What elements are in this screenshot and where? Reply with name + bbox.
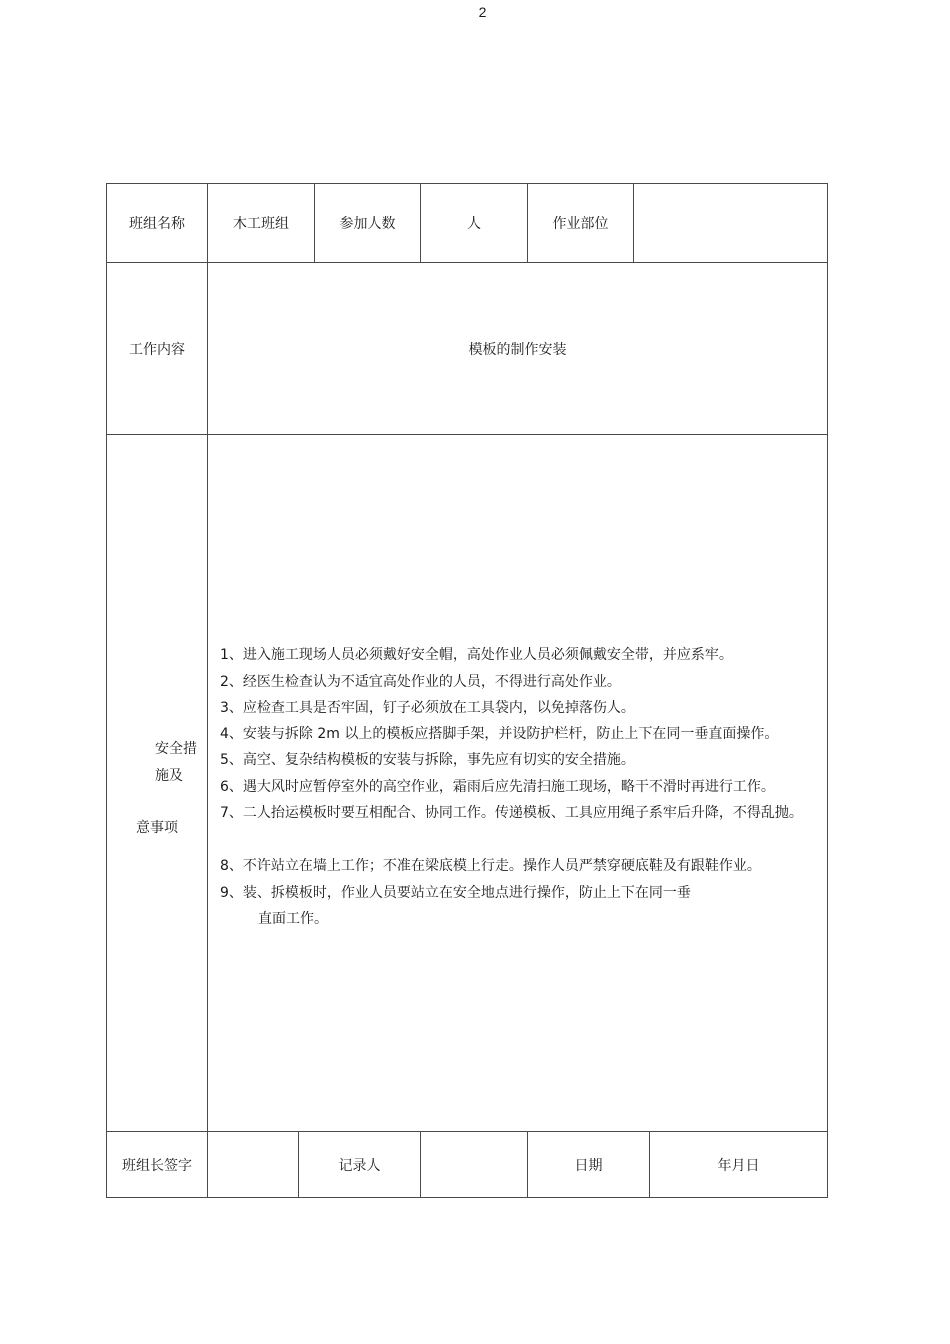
safety-item-1: 1、进入施工现场人员必须戴好安全帽，高处作业人员必须佩戴安全带，并应系牢。: [220, 647, 733, 663]
date-field[interactable]: 年月日: [717, 1157, 760, 1174]
safety-item-9: 9、装、拆模板时，作业人员要站立在安全地点进行操作，防止上下在同一垂: [220, 885, 691, 901]
safety-label-line1: 安全措: [155, 741, 197, 757]
safety-label-line3: 意事项: [136, 820, 178, 836]
leader-sign-label: 班组长签字: [122, 1157, 192, 1174]
safety-item-4: 4、安装与拆除 2m 以上的模板应搭脚手架，并设防护栏杆，防止上下在同一垂直面操作。: [220, 726, 779, 742]
participants-label: 参加人数: [339, 216, 396, 232]
safety-item-9-continued: 直面工作。: [258, 911, 328, 927]
safety-item-2: 2、经医生检查认为不适宜高处作业的人员，不得进行高处作业。: [220, 674, 621, 690]
participants-value[interactable]: 人: [467, 216, 481, 232]
safety-item-5: 5、高空、复杂结构模板的安装与拆除，事先应有切实的安全措施。: [220, 752, 635, 768]
work-content-label: 工作内容: [129, 341, 185, 358]
leader-sign-field[interactable]: [208, 1132, 298, 1197]
team-name-value[interactable]: 木工班组: [233, 216, 289, 232]
safety-item-8: 8、不许站立在墙上工作；不准在梁底模上行走。操作人员严禁穿硬底鞋及有跟鞋作业。: [220, 858, 761, 874]
safety-item-6: 6、遇大风时应暂停室外的高空作业，霜雨后应先清扫施工现场，略干不滑时再进行工作。: [220, 779, 775, 795]
recorder-field[interactable]: [421, 1132, 527, 1197]
safety-item-3: 3、应检查工具是否牢固，钉子必须放在工具袋内，以免掉落伤人。: [220, 700, 635, 716]
row-divider: [106, 434, 828, 435]
recorder-label: 记录人: [338, 1157, 381, 1174]
location-value[interactable]: [634, 184, 827, 262]
safety-label-line2: 施及: [155, 768, 183, 784]
date-label: 日期: [574, 1157, 603, 1174]
page-number: 2: [478, 4, 487, 20]
safety-item-7: 7、二人抬运模板时要互相配合、协同工作。传递模板、工具应用绳子系牢后升降，不得乱抛。: [220, 805, 803, 821]
location-label: 作业部位: [552, 216, 609, 232]
team-name-label: 班组名称: [129, 216, 185, 232]
work-content-value[interactable]: 模板的制作安装: [468, 341, 567, 358]
